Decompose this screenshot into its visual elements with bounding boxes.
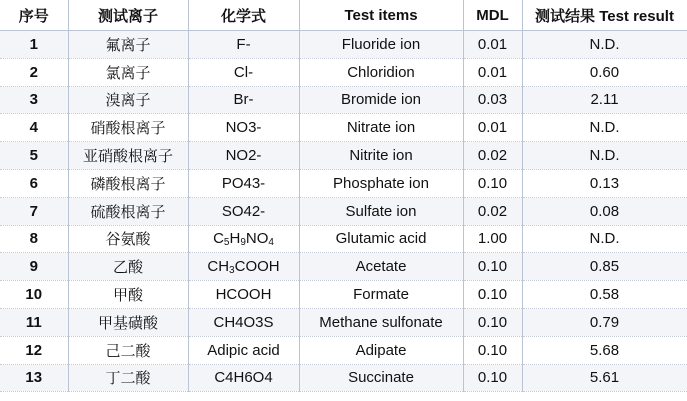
row-test-result: 0.79 [522, 308, 687, 336]
row-serial-no: 13 [0, 364, 68, 392]
row-mdl-value: 0.10 [463, 364, 522, 392]
table-row [0, 86, 687, 114]
table-row [0, 31, 687, 59]
row-test-result: 0.85 [522, 253, 687, 281]
row-chemical-formula: HCOOH [188, 281, 299, 309]
row-test-result: N.D. [522, 225, 687, 253]
row-test-result: 0.08 [522, 197, 687, 225]
row-ion-name-cn: 甲基磺酸 [68, 308, 188, 336]
row-ion-name-cn: 甲酸 [68, 281, 188, 309]
row-mdl-value: 0.02 [463, 197, 522, 225]
row-mdl-value: 0.01 [463, 114, 522, 142]
row-test-item: Succinate [299, 364, 463, 392]
row-ion-name-cn: 磷酸根离子 [68, 169, 188, 197]
row-test-item: Bromide ion [299, 86, 463, 114]
table-row [0, 197, 687, 225]
row-chemical-formula: NO3- [188, 114, 299, 142]
row-ion-name-cn: 己二酸 [68, 336, 188, 364]
row-mdl-value: 0.03 [463, 86, 522, 114]
row-mdl-value: 1.00 [463, 225, 522, 253]
row-serial-no: 6 [0, 169, 68, 197]
row-ion-name-cn: 亚硝酸根离子 [68, 142, 188, 170]
row-chemical-formula: C4H6O4 [188, 364, 299, 392]
row-mdl-value: 0.10 [463, 253, 522, 281]
row-chemical-formula: F- [188, 31, 299, 59]
row-test-result: 5.61 [522, 364, 687, 392]
header-ion-name-cn: 测试离子 [68, 0, 188, 31]
row-serial-no: 12 [0, 336, 68, 364]
table-row [0, 225, 687, 253]
table-row [0, 253, 687, 281]
table-row [0, 58, 687, 86]
row-mdl-value: 0.01 [463, 31, 522, 59]
row-mdl-value: 0.10 [463, 336, 522, 364]
row-test-result: N.D. [522, 31, 687, 59]
row-chemical-formula: NO2- [188, 142, 299, 170]
row-serial-no: 2 [0, 58, 68, 86]
row-ion-name-cn: 氯离子 [68, 58, 188, 86]
row-chemical-formula: Cl- [188, 58, 299, 86]
header-test-items: Test items [299, 0, 463, 31]
table-row [0, 114, 687, 142]
row-test-item: Fluoride ion [299, 31, 463, 59]
table-row [0, 169, 687, 197]
table-row [0, 364, 687, 392]
row-chemical-formula: Adipic acid [188, 336, 299, 364]
row-chemical-formula: CH4O3S [188, 308, 299, 336]
table-row [0, 336, 687, 364]
row-ion-name-cn: 乙酸 [68, 253, 188, 281]
row-chemical-formula: $C_5H_9NO_4$ [188, 225, 299, 253]
table-row [0, 308, 687, 336]
row-test-result: 0.58 [522, 281, 687, 309]
row-mdl-value: 0.10 [463, 281, 522, 309]
row-test-item: Glutamic acid [299, 225, 463, 253]
row-test-item: Adipate [299, 336, 463, 364]
row-test-item: Acetate [299, 253, 463, 281]
table-body [0, 31, 687, 392]
row-serial-no: 8 [0, 225, 68, 253]
row-serial-no: 3 [0, 86, 68, 114]
header-test-result: 测试结果 Test result [522, 0, 687, 31]
row-mdl-value: 0.10 [463, 308, 522, 336]
row-serial-no: 7 [0, 197, 68, 225]
row-test-result: 2.11 [522, 86, 687, 114]
table-row [0, 142, 687, 170]
row-test-result: 0.13 [522, 169, 687, 197]
row-serial-no: 10 [0, 281, 68, 309]
row-chemical-formula: SO42- [188, 197, 299, 225]
row-serial-no: 4 [0, 114, 68, 142]
row-ion-name-cn: 谷氨酸 [68, 225, 188, 253]
row-ion-name-cn: 氟离子 [68, 31, 188, 59]
row-ion-name-cn: 溴离子 [68, 86, 188, 114]
header-chemical-formula: 化学式 [188, 0, 299, 31]
row-ion-name-cn: 硫酸根离子 [68, 197, 188, 225]
row-mdl-value: 0.02 [463, 142, 522, 170]
row-test-item: Nitrate ion [299, 114, 463, 142]
header-mdl: MDL [463, 0, 522, 31]
row-test-item: Formate [299, 281, 463, 309]
row-ion-name-cn: 丁二酸 [68, 364, 188, 392]
row-test-item: Phosphate ion [299, 169, 463, 197]
row-serial-no: 1 [0, 31, 68, 59]
row-serial-no: 11 [0, 308, 68, 336]
row-test-result: 0.60 [522, 58, 687, 86]
row-test-result: 5.68 [522, 336, 687, 364]
row-test-item: Methane sulfonate [299, 308, 463, 336]
row-chemical-formula: PO43- [188, 169, 299, 197]
row-chemical-formula: $CH_3COOH$ [188, 253, 299, 281]
row-mdl-value: 0.01 [463, 58, 522, 86]
row-chemical-formula: Br- [188, 86, 299, 114]
row-test-item: Nitrite ion [299, 142, 463, 170]
row-test-item: Sulfate ion [299, 197, 463, 225]
row-test-result: N.D. [522, 142, 687, 170]
row-mdl-value: 0.10 [463, 169, 522, 197]
table-row [0, 281, 687, 309]
row-serial-no: 9 [0, 253, 68, 281]
header-serial-no: 序号 [0, 0, 68, 31]
row-serial-no: 5 [0, 142, 68, 170]
table-header-row [0, 0, 687, 31]
row-test-result: N.D. [522, 114, 687, 142]
row-ion-name-cn: 硝酸根离子 [68, 114, 188, 142]
row-test-item: Chloridion [299, 58, 463, 86]
